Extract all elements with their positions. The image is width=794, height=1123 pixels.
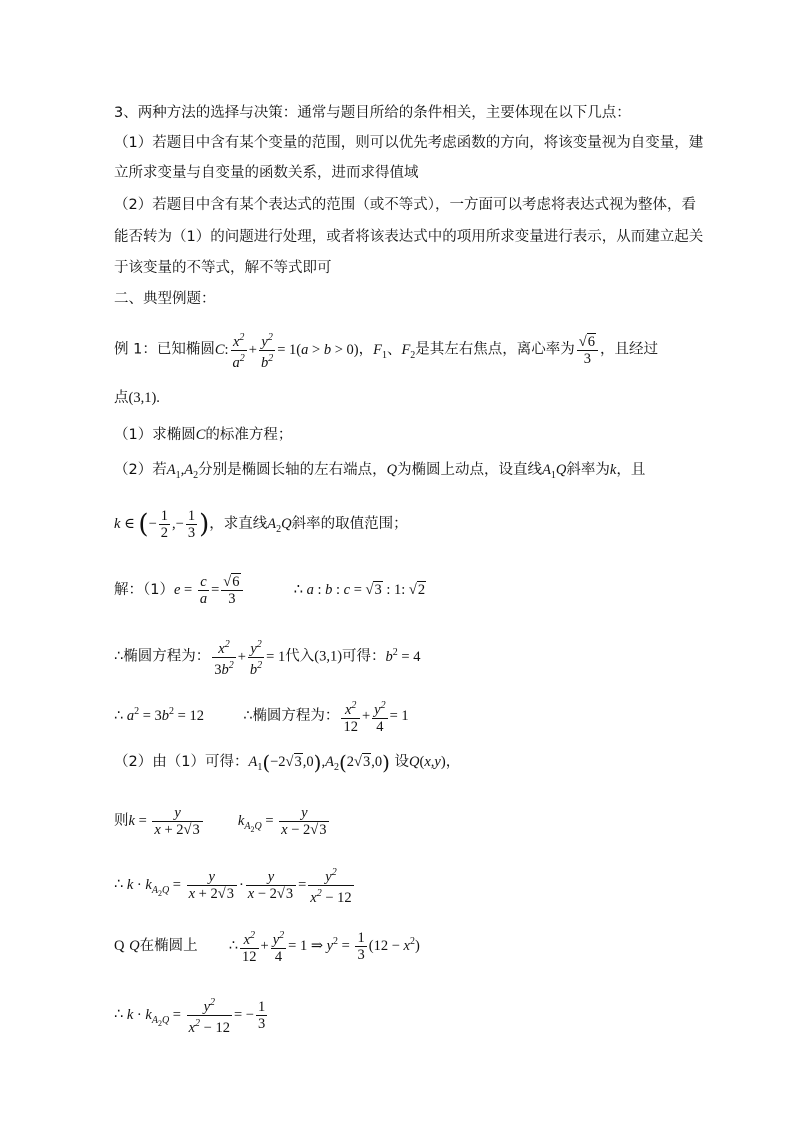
example-1-point: 点(3,1). bbox=[114, 390, 160, 406]
solution-part-2: （2）由（1）可得：$A_1(-2√3,0),A_2(2√3,0)$ 设Q(x,y)， bbox=[114, 750, 461, 775]
question-2-line-1: （2）若$A_1,A_2$分别是椭圆长轴的左右端点，Q为椭圆上动点，设直线$A_1Q$斜率为k，且 bbox=[114, 462, 646, 481]
paragraph-point-2a: （2）若题目中含有某个表达式的范围（或不等式），一方面可以考虑将表达式视为整体，看 bbox=[114, 197, 696, 213]
example-intro: 例 1：已知椭圆 bbox=[114, 341, 215, 358]
example-1-statement: 例 1：已知椭圆C: $\frac{x^2}{a^2}$ + $\frac{y^2}{b^2}$ = 1(a > b > 0)，$F_1$、$F_2$是其左右焦点，离心率为 $\frac{√6}{3}$ ，且经过 bbox=[114, 332, 659, 371]
foci-symbols: $F_1$、$F_2$ bbox=[373, 341, 416, 361]
solution-result: ∴ $k \cdot k_{A_2Q}$ = $\frac{y^2}{x^2 - 12}$ = − $\frac{1}{3}$ bbox=[114, 997, 266, 1036]
solution-on-ellipse: Q Q在椭圆上 ∴ $\frac{x^2}{12}$ + $\frac{y^2}{4}$ = 1 ⇒ $y^2$ = $\frac{1}{3}$ $(12 - x^2)$ bbox=[114, 929, 420, 965]
paragraph-method-choice: 3、两种方法的选择与决策：通常与题目所给的条件相关，主要体现在以下几点： bbox=[114, 105, 631, 121]
solution-product: ∴ $k \cdot k_{A_2Q}$ = $\frac{y}{x + 2√3}$ · $\frac{y}{x - 2√3}$ = $\frac{y^2}{x^2 - 12}$ bbox=[114, 867, 352, 906]
solution-step-3: ∴ $a^2 = 3b^2 = 12$ ∴椭圆方程为： $\frac{x^2}{12}$ + $\frac{y^2}{4}$ = 1 bbox=[114, 700, 409, 735]
paragraph-point-1b: 立所求变量与自变量的函数关系，进而求得值域 bbox=[114, 165, 419, 181]
ellipse-definition: C: $\frac{x^2}{a^2}$ + $\frac{y^2}{b^2}$ = 1(a > b > 0) bbox=[214, 332, 359, 371]
section-heading: 二、典型例题： bbox=[114, 291, 216, 307]
paragraph-point-2b: 能否转为（1）的问题进行处理，或者将该表达式中的项用所求变量进行表示，从而建立起关 bbox=[114, 229, 704, 245]
question-2-line-2: k ∈ (− $\frac{1}{2}$ ,− $\frac{1}{3}$ )，求直线$A_2Q$斜率的取值范围； bbox=[114, 508, 408, 541]
paragraph-point-1a: （1）若题目中含有某个变量的范围，则可以优先考虑函数的方向，将该变量视为自变量，建 bbox=[114, 135, 704, 151]
eccentricity-value: $\frac{√6}{3}$ bbox=[575, 342, 600, 358]
paragraph-point-2c: 于该变量的不等式，解不等式即可 bbox=[114, 260, 332, 276]
k-range: k ∈ (− $\frac{1}{2}$ ,− $\frac{1}{3}$ ) bbox=[114, 508, 210, 541]
question-1: （1）求椭圆C的标准方程； bbox=[114, 427, 293, 443]
foci-text: 是其左右焦点，离心率为 bbox=[415, 341, 575, 358]
solution-step-1: 解：（1）e = $\frac{c}{a}$ = $\frac{√6}{3}$ ∴ a : b : c = √3 : 1: √2 bbox=[114, 574, 426, 607]
solution-step-2: ∴椭圆方程为： $\frac{x^2}{3b^2}$ + $\frac{y^2}{b^2}$ = 1代入(3,1)可得：$b^2 = 4$ bbox=[114, 639, 421, 678]
given-point: (3,1). bbox=[128, 390, 160, 406]
solution-slopes: 则k = $\frac{y}{x + 2√3}$ $k_{A_2Q}$ = $\frac{y}{x - 2√3}$ bbox=[114, 805, 331, 840]
pass-text: ，且经过 bbox=[600, 341, 659, 358]
endpoints: $A_1,A_2$ bbox=[166, 462, 199, 481]
